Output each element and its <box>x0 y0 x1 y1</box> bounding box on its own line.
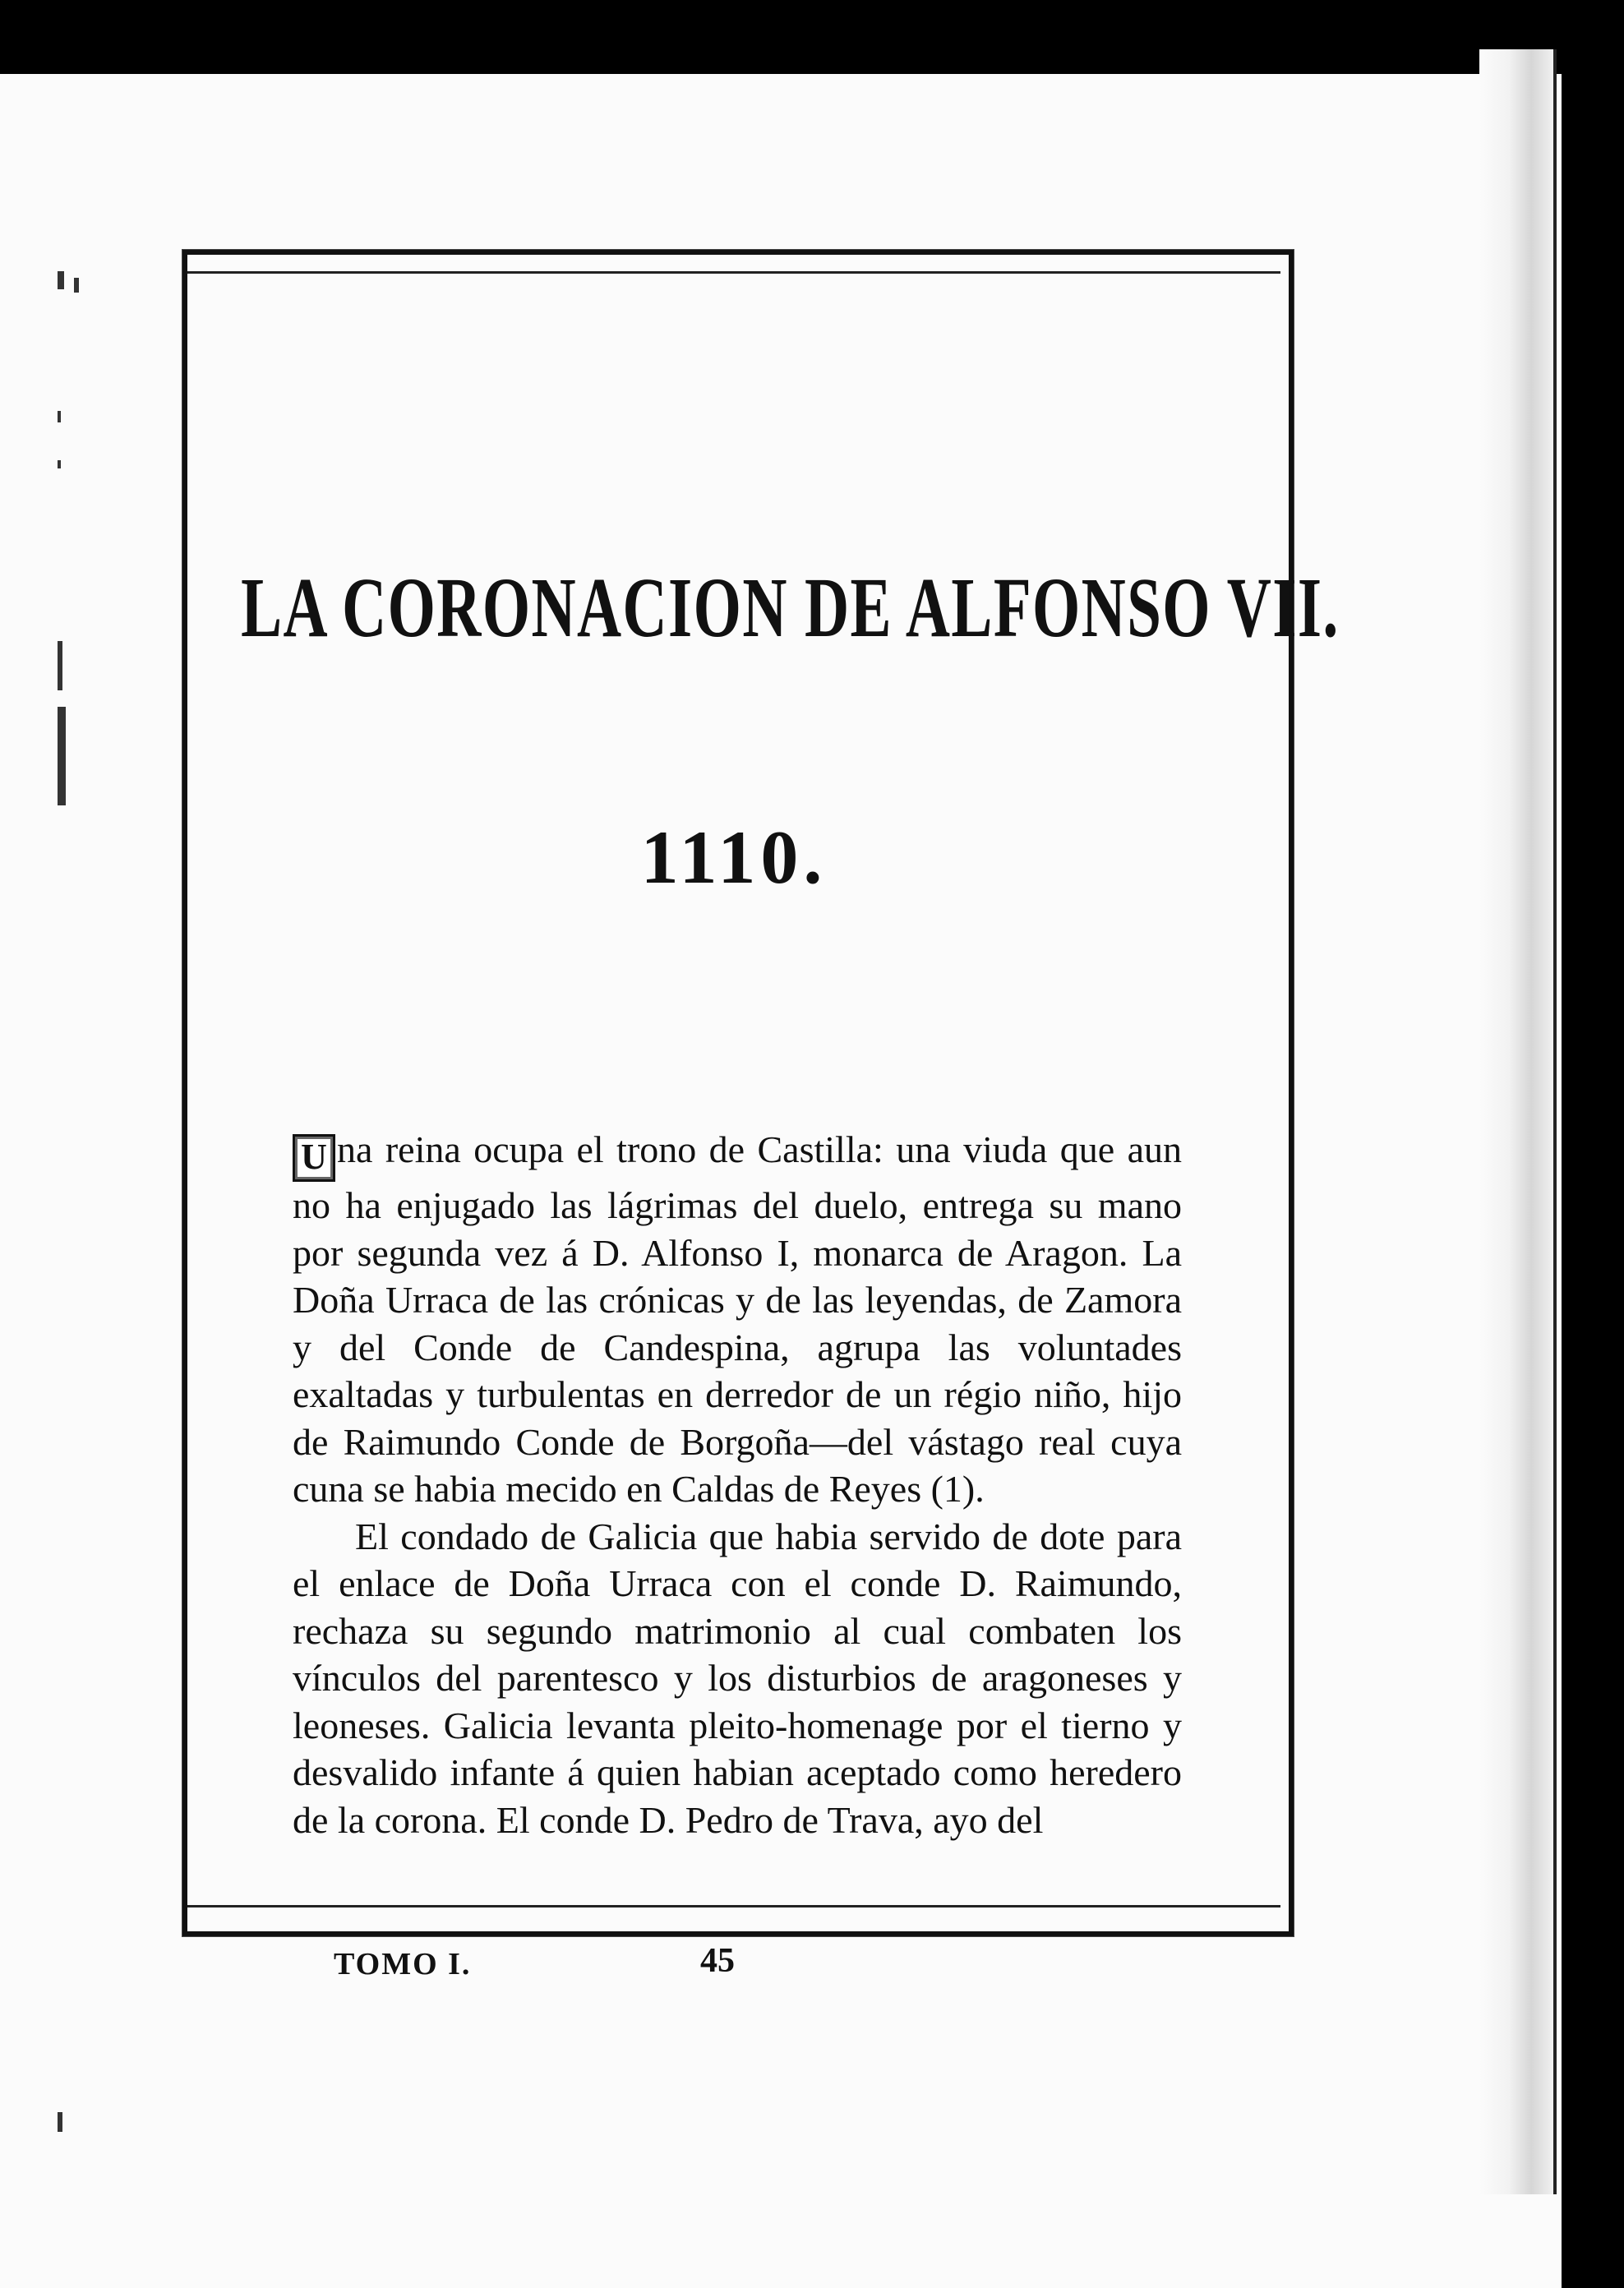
frame-rule-bottom <box>187 1905 1280 1907</box>
page-number: 45 <box>700 1942 735 1980</box>
paragraph-1-text: na reina ocupa el trono de Castilla: una viuda que aun no ha enjugado las lágrimas del duelo, entrega su mano por segunda vez á D. Alfonso I, monarca de Aragon. La Doña Urraca de las crónicas y de las leyendas, de Zamora y del Conde de Candespina, agrupa las voluntades exaltadas y turbulentas en derredor de un régio niño, hijo de Raimundo Conde de Borgoña—del vástago real cuya cuna se habia mecido en Caldas de Reyes (1). <box>293 1128 1182 1510</box>
body-text <box>293 1126 1182 1843</box>
drop-cap: U <box>293 1134 335 1182</box>
chapter-year: 1110. <box>640 815 828 899</box>
chapter-title: LA CORONACION DE ALFONSO VII. <box>241 560 1340 655</box>
page-edge <box>1479 49 1557 2194</box>
volume-label: TOMO I. <box>334 1947 472 1981</box>
paragraph-2: El condado de Galicia que habia servido de dote para el enlace de Doña Urraca con el conde D. Raimundo, rechaza su segundo matrimonio al cual combaten los vínculos del parentesco y los disturbios de aragoneses y leoneses. Galicia levanta pleito-homenage por el tierno y desvalido infante á quien habian aceptado como heredero de la corona. El conde D. Pedro de Trava, ayo del <box>293 1515 1182 1841</box>
frame-rule-top <box>187 271 1280 274</box>
paragraph-1 <box>293 1126 1182 1513</box>
